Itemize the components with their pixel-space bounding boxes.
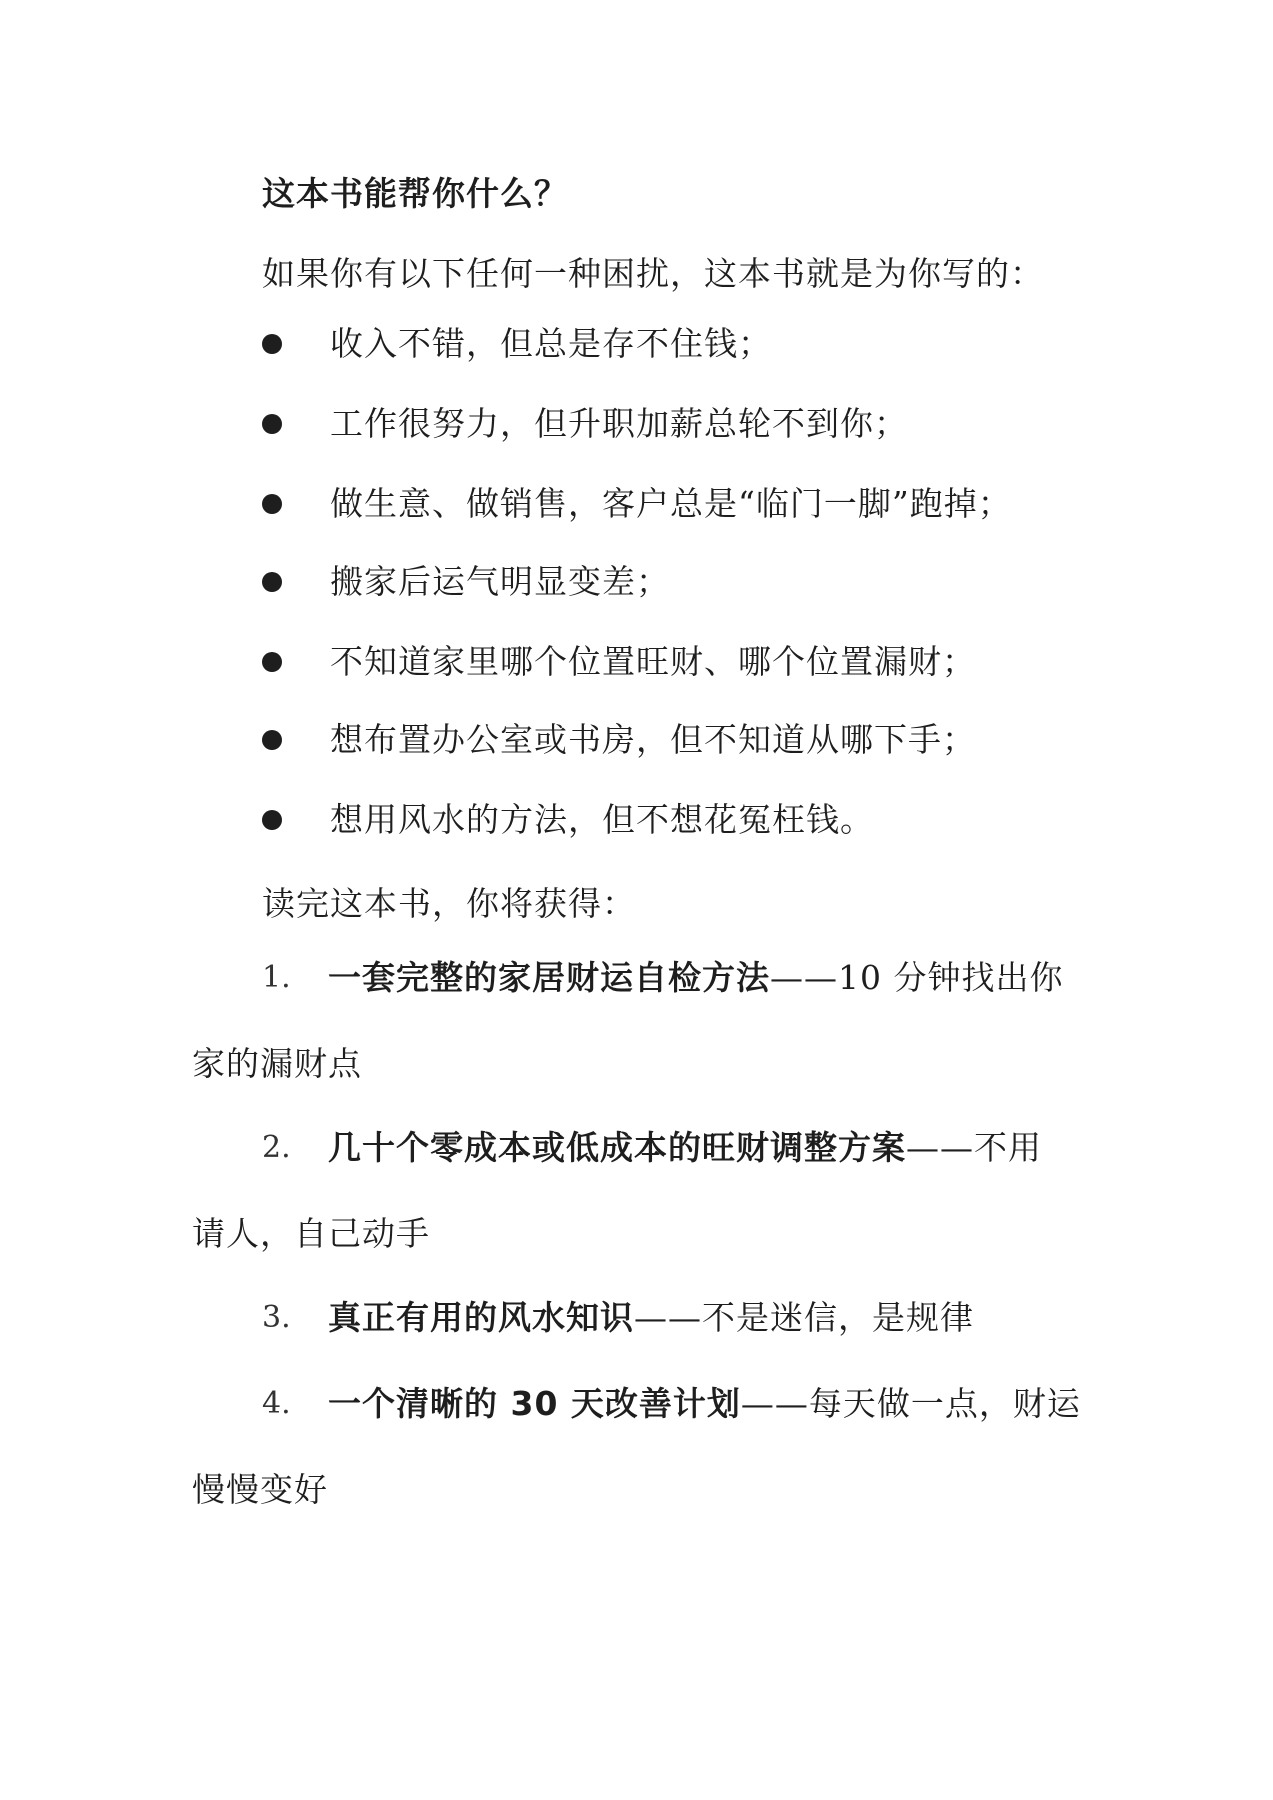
gain-intro-paragraph: 读完这本书，你将获得： bbox=[262, 884, 636, 923]
list-item-text: 工作很努力，但升职加薪总轮不到你； bbox=[330, 404, 908, 443]
item-description: ——不是迷信，是规律 bbox=[634, 1298, 974, 1337]
item-number: 4. bbox=[262, 1386, 291, 1421]
item-title: 真正有用的风水知识 bbox=[328, 1298, 634, 1337]
bullet-dot-icon bbox=[262, 414, 282, 434]
numbered-item bbox=[192, 1296, 1082, 1340]
item-continuation: 家的漏财点 bbox=[192, 1044, 362, 1083]
bullet-dot-icon bbox=[262, 810, 282, 830]
numbered-item bbox=[192, 956, 1082, 1086]
bullet-dot-icon bbox=[262, 334, 282, 354]
bullet-dot-icon bbox=[262, 652, 282, 672]
list-item-text: 不知道家里哪个位置旺财、哪个位置漏财； bbox=[330, 642, 976, 681]
item-title: 一个清晰的 30 天改善计划 bbox=[328, 1384, 741, 1423]
item-number: 1. bbox=[262, 960, 291, 995]
list-item-text: 搬家后运气明显变差； bbox=[330, 562, 670, 601]
item-continuation: 慢慢变好 bbox=[192, 1470, 328, 1509]
item-number: 3. bbox=[262, 1300, 291, 1335]
numbered-item bbox=[192, 1126, 1082, 1256]
bullet-dot-icon bbox=[262, 730, 282, 750]
item-number: 2. bbox=[262, 1130, 291, 1165]
item-description: ——每天做一点，财运 bbox=[740, 1384, 1081, 1423]
item-continuation: 请人，自己动手 bbox=[192, 1214, 430, 1253]
item-description: ——不用 bbox=[906, 1128, 1042, 1167]
list-item-text: 收入不错，但总是存不住钱； bbox=[330, 324, 772, 363]
list-item-text: 做生意、做销售，客户总是“临门一脚”跑掉； bbox=[330, 484, 1012, 523]
item-title: 几十个零成本或低成本的旺财调整方案 bbox=[328, 1128, 906, 1167]
item-title: 一套完整的家居财运自检方法 bbox=[328, 958, 770, 997]
list-item-text: 想用风水的方法，但不想花冤枉钱。 bbox=[330, 800, 874, 839]
bullet-dot-icon bbox=[262, 494, 282, 514]
section-heading: 这本书能帮你什么？ bbox=[262, 174, 568, 213]
numbered-item bbox=[192, 1382, 1082, 1512]
bullet-dot-icon bbox=[262, 572, 282, 592]
intro-paragraph: 如果你有以下任何一种困扰，这本书就是为你写的： bbox=[262, 254, 1044, 293]
item-description: ——10 分钟找出你 bbox=[770, 958, 1064, 997]
list-item-text: 想布置办公室或书房，但不知道从哪下手； bbox=[330, 720, 976, 759]
